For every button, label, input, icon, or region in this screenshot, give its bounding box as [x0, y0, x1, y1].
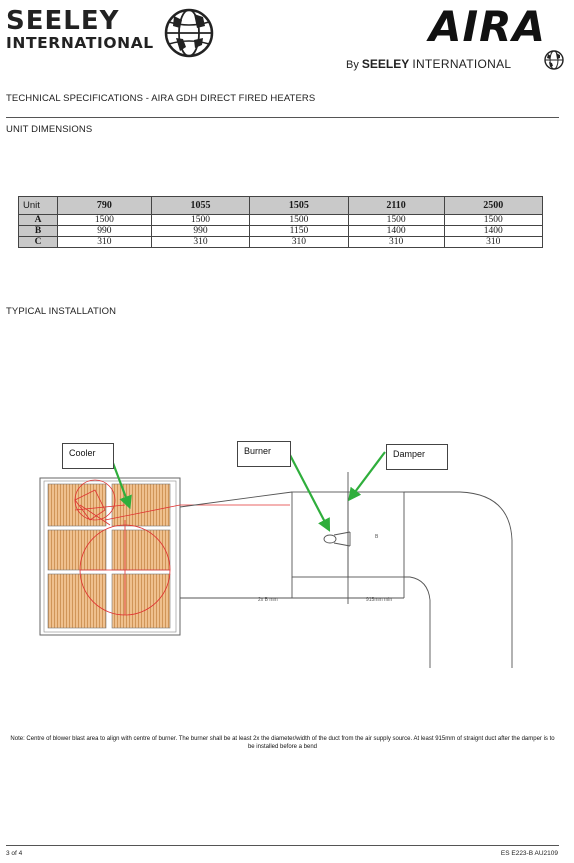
row-label: A	[19, 215, 58, 226]
damper-callout: Damper	[386, 444, 448, 470]
row-label: C	[19, 237, 58, 248]
globe-icon	[544, 50, 564, 70]
footer-divider	[6, 845, 559, 846]
duct-run-dimension: 2x B mm	[258, 597, 278, 603]
aira-logo	[346, 2, 568, 74]
table-cell: 310	[58, 237, 152, 248]
cooler-unit	[40, 478, 180, 635]
table-cell: 1150	[250, 226, 348, 237]
table-cell: 990	[58, 226, 152, 237]
aira-byline-by: By	[346, 59, 359, 71]
table-cell: 310	[250, 237, 348, 248]
table-header-cell: 1055	[151, 197, 249, 215]
table-cell: 1500	[348, 215, 444, 226]
table-header-cell: 2500	[444, 197, 543, 215]
burner-callout: Burner	[237, 441, 291, 467]
table-cell: 310	[444, 237, 543, 248]
aira-byline-brand-light: INTERNATIONAL	[412, 57, 512, 71]
table-header-cell: 790	[58, 197, 152, 215]
aira-logo-byline	[346, 57, 511, 71]
table-cell: 1400	[348, 226, 444, 237]
header-divider	[6, 117, 559, 118]
table-cell: 1500	[58, 215, 152, 226]
table-cell: 310	[151, 237, 249, 248]
cooler-callout: Cooler	[62, 443, 114, 469]
table-header-cell: 1505	[250, 197, 348, 215]
row-label: B	[19, 226, 58, 237]
aira-logo-word: AIRA	[429, 2, 546, 51]
installation-diagram	[0, 430, 574, 730]
unit-dimensions-table	[18, 196, 543, 248]
table-cell: 1500	[250, 215, 348, 226]
seeley-logo-subword: INTERNATIONAL	[6, 34, 154, 52]
duct-mark: B	[375, 534, 379, 540]
table-cell: 1500	[151, 215, 249, 226]
burner-arrow	[290, 455, 327, 526]
straight-run-dimension: 915mm min	[366, 597, 393, 603]
table-header-row	[19, 197, 543, 215]
ductwork	[180, 472, 512, 668]
unit-dimensions-heading: UNIT DIMENSIONS	[6, 124, 93, 135]
document-title: TECHNICAL SPECIFICATIONS - AIRA GDH DIRECT FIRED HEATERS	[6, 93, 316, 104]
installation-note: Note: Centre of blower blast area to align with centre of burner. The burner shall be at least 2x the diameter/width of the duct from the air supply source. At least 915mm of straignt duct after the damper is to be installed before a bend	[10, 736, 555, 750]
table-header-cell: 2110	[348, 197, 444, 215]
table-cell: 1500	[444, 215, 543, 226]
seeley-logo-word: SEELEY	[6, 6, 120, 36]
table-cell: 990	[151, 226, 249, 237]
table-cell: 310	[348, 237, 444, 248]
table-header-unit: Unit	[19, 197, 58, 215]
table-row	[19, 226, 543, 237]
table-row	[19, 237, 543, 248]
document-code: ES E223-B AU2109	[500, 850, 558, 857]
table-cell: 1400	[444, 226, 543, 237]
page-number: 3 of 4	[6, 850, 23, 857]
table-row	[19, 215, 543, 226]
typical-installation-heading: TYPICAL INSTALLATION	[6, 306, 117, 317]
globe-icon	[164, 8, 214, 58]
damper-arrow	[352, 452, 385, 496]
seeley-international-logo	[6, 8, 154, 52]
aira-byline-brand: SEELEY	[361, 57, 410, 71]
